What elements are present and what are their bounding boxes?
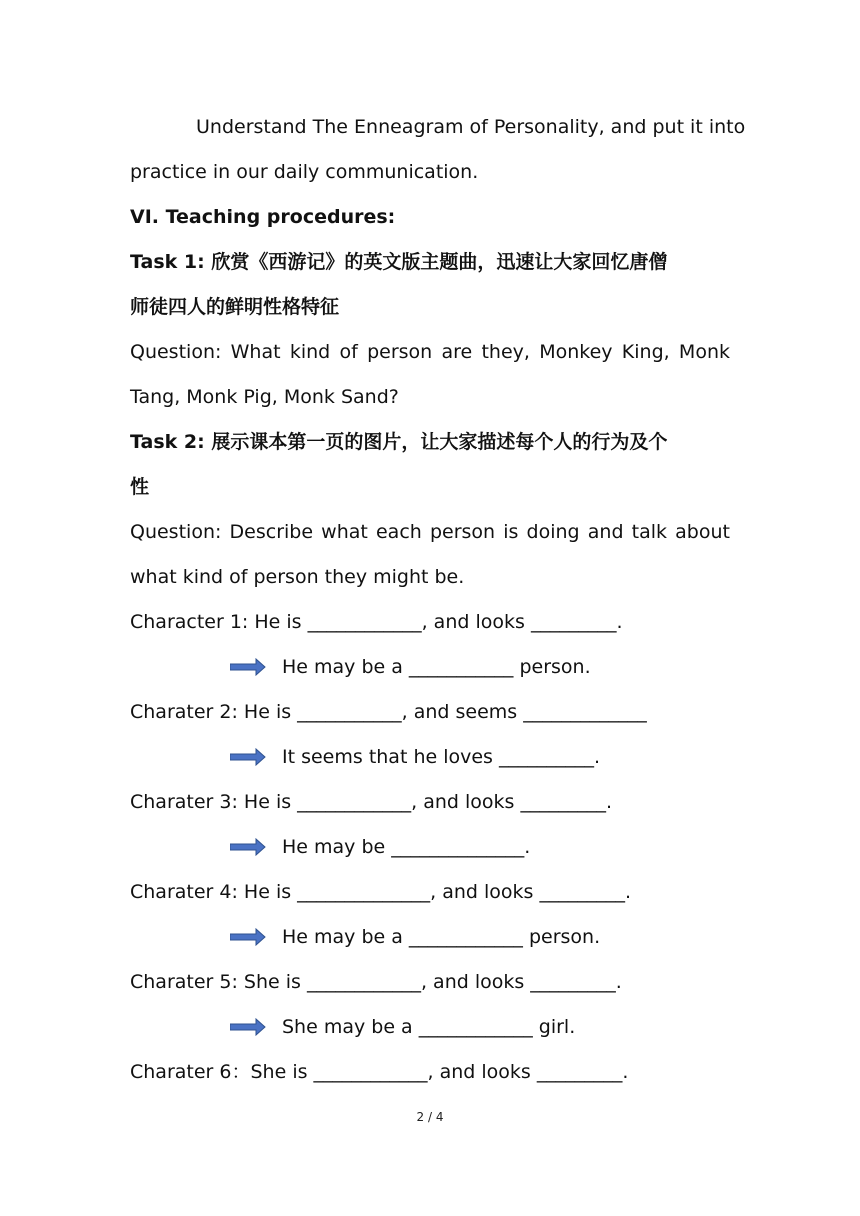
character-3-line: Charater 3: He is ____________, and looks _________. <box>130 791 613 813</box>
task2-question-line-1: Question: Describe what each person is doing and talk about <box>130 521 730 543</box>
character-6-line: Charater 6：She is ____________, and looks _________. <box>130 1061 629 1083</box>
right-arrow-icon <box>230 658 266 676</box>
character-5-conclusion-row <box>230 1014 730 1040</box>
task1-title-line-1: Task 1: 欣赏《西游记》的英文版主题曲，迅速让大家回忆唐僧 <box>130 251 668 273</box>
character-1-conclusion-row <box>230 654 730 680</box>
character-5-conclusion: She may be a ____________ girl. <box>282 1016 576 1038</box>
character-4-conclusion: He may be a ____________ person. <box>282 926 601 948</box>
task1-question-line-1: Question: What kind of person are they, Monkey King, Monk <box>130 341 730 363</box>
task1-title-line-2: 师徒四人的鲜明性格特征 <box>130 296 340 318</box>
right-arrow-icon <box>230 838 266 856</box>
intro-line-2: practice in our daily communication. <box>130 161 479 183</box>
task2-title-line-2: 性 <box>130 476 150 498</box>
character-2-conclusion-row <box>230 744 730 770</box>
right-arrow-icon <box>230 748 266 766</box>
section-heading: VI. Teaching procedures: <box>130 206 396 228</box>
intro-line-1: Understand The Enneagram of Personality, and put it into <box>196 116 746 138</box>
task2-question-line-2: what kind of person they might be. <box>130 566 465 588</box>
task1-question-line-2: Tang, Monk Pig, Monk Sand? <box>130 386 399 408</box>
character-4-line: Charater 4: He is ______________, and looks _________. <box>130 881 632 903</box>
character-3-conclusion-row <box>230 834 730 860</box>
character-3-conclusion: He may be ______________. <box>282 836 531 858</box>
right-arrow-icon <box>230 1018 266 1036</box>
task2-title-line-1: Task 2: 展示课本第一页的图片，让大家描述每个人的行为及个 <box>130 431 668 453</box>
character-1-line: Character 1: He is ____________, and looks _________. <box>130 611 623 633</box>
character-4-conclusion-row <box>230 924 730 950</box>
character-1-conclusion: He may be a ___________ person. <box>282 656 591 678</box>
character-2-conclusion: It seems that he loves __________. <box>282 746 601 768</box>
character-2-line: Charater 2: He is ___________, and seems _____________ <box>130 701 647 723</box>
page-number: 2 / 4 <box>416 1110 444 1124</box>
character-5-line: Charater 5: She is ____________, and looks _________. <box>130 971 622 993</box>
right-arrow-icon <box>230 928 266 946</box>
